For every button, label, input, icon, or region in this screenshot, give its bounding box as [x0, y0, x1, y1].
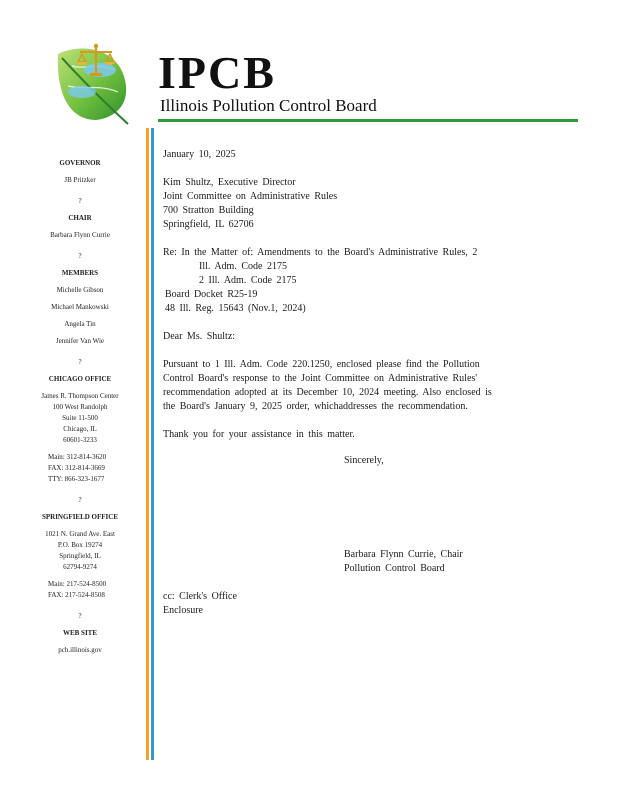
recipient-line: 700 Stratton Building: [163, 205, 254, 216]
letter-body: [163, 148, 553, 442]
chicago-address: [30, 391, 130, 446]
website-link[interactable]: pcb.illinois.gov: [58, 646, 102, 654]
separator: ?: [78, 252, 82, 260]
cc-line: cc: Clerk's Office: [163, 591, 237, 602]
address-line: 62794-9274: [63, 563, 97, 571]
springfield-office-heading: SPRINGFIELD OFFICE: [41, 513, 119, 521]
recipient-line: Joint Committee on Administrative Rules: [163, 191, 338, 202]
sidebar: [30, 158, 130, 656]
springfield-phones: [30, 579, 130, 601]
member-name: Jennifer Van Wie: [55, 337, 105, 345]
governor-name: JB Pritzker: [64, 176, 96, 184]
header-rule: [158, 119, 578, 122]
cc-block: [163, 590, 237, 618]
closing: Sincerely,: [344, 455, 384, 466]
address-line: James R. Thompson Center: [41, 392, 119, 400]
phone-line: FAX: 312-814-3669: [48, 464, 105, 472]
org-name: Illinois Pollution Control Board: [160, 96, 377, 115]
body-paragraph: [163, 358, 553, 414]
body-line: Control Board's response to the Joint Committee on Administrative Rules': [163, 373, 478, 384]
chicago-phones: [30, 452, 130, 485]
salutation: Dear Ms. Shultz:: [163, 331, 236, 342]
register-line: 48 Ill. Reg. 15643 (Nov.1, 2024): [165, 303, 306, 314]
signature-block: [344, 548, 463, 576]
phone-line: FAX: 217-524-8508: [48, 591, 105, 599]
separator: ?: [78, 358, 82, 366]
address-line: Suite 11-500: [62, 414, 98, 422]
re-line: Ill. Adm. Code 2175: [199, 261, 287, 272]
recipient-line: Kim Shultz, Executive Director: [163, 177, 296, 188]
body-line: Pursuant to 1 Ill. Adm. Code 220.1250, enclosed please find the Pollution: [163, 359, 480, 370]
member-name: Michelle Gibson: [56, 286, 104, 294]
separator: ?: [78, 612, 82, 620]
separator: ?: [78, 197, 82, 205]
enclosure-line: Enclosure: [163, 605, 203, 616]
recipient-line: Springfield, IL 62706: [163, 219, 254, 230]
member-name: Angela Tin: [64, 320, 96, 328]
chair-name: Barbara Flynn Currie: [50, 231, 110, 239]
docket-line: Board Docket R25-19: [165, 289, 258, 300]
address-line: Chicago, IL: [63, 425, 97, 433]
chicago-office-heading: CHICAGO OFFICE: [48, 375, 112, 383]
website-heading: WEB SITE: [62, 629, 98, 637]
governor-heading: GOVERNOR: [59, 159, 101, 167]
re-line: 2 Ill. Adm. Code 2175: [199, 275, 297, 286]
vertical-rule-blue: [151, 128, 154, 760]
body-line: recommendation adopted at its December 10, 2024 meeting. Also enclosed is: [163, 387, 492, 398]
thanks-line: Thank you for your assistance in this matter.: [163, 429, 355, 440]
address-line: 1021 N. Grand Ave. East: [45, 530, 115, 538]
members-heading: MEMBERS: [61, 269, 99, 277]
address-line: 60601-3233: [63, 436, 97, 444]
org-abbreviation: IPCB: [158, 47, 276, 98]
signer-name: Barbara Flynn Currie, Chair: [344, 549, 463, 560]
springfield-address: [30, 529, 130, 573]
signer-org: Pollution Control Board: [344, 563, 445, 574]
chair-heading: CHAIR: [68, 214, 92, 222]
separator: ?: [78, 496, 82, 504]
body-line: the Board's January 9, 2025 order, whichaddresses the recommendation.: [163, 401, 468, 412]
recipient-block: [163, 176, 553, 232]
address-line: Springfield, IL: [59, 552, 101, 560]
vertical-rule-orange: [146, 128, 149, 760]
phone-line: Main: 312-814-3620: [48, 453, 107, 461]
phone-line: Main: 217-524-8500: [48, 580, 107, 588]
address-line: P.O. Box 19274: [57, 541, 103, 549]
ipcb-logo: [52, 40, 134, 126]
letter-date: January 10, 2025: [163, 149, 236, 160]
address-line: 100 West Randolph: [52, 403, 108, 411]
phone-line: TTY: 866-323-1677: [48, 475, 105, 483]
member-name: Michael Mankowski: [51, 303, 109, 311]
re-block: [163, 246, 553, 316]
re-line: Re: In the Matter of: Amendments to the Board's Administrative Rules, 2: [163, 247, 478, 258]
